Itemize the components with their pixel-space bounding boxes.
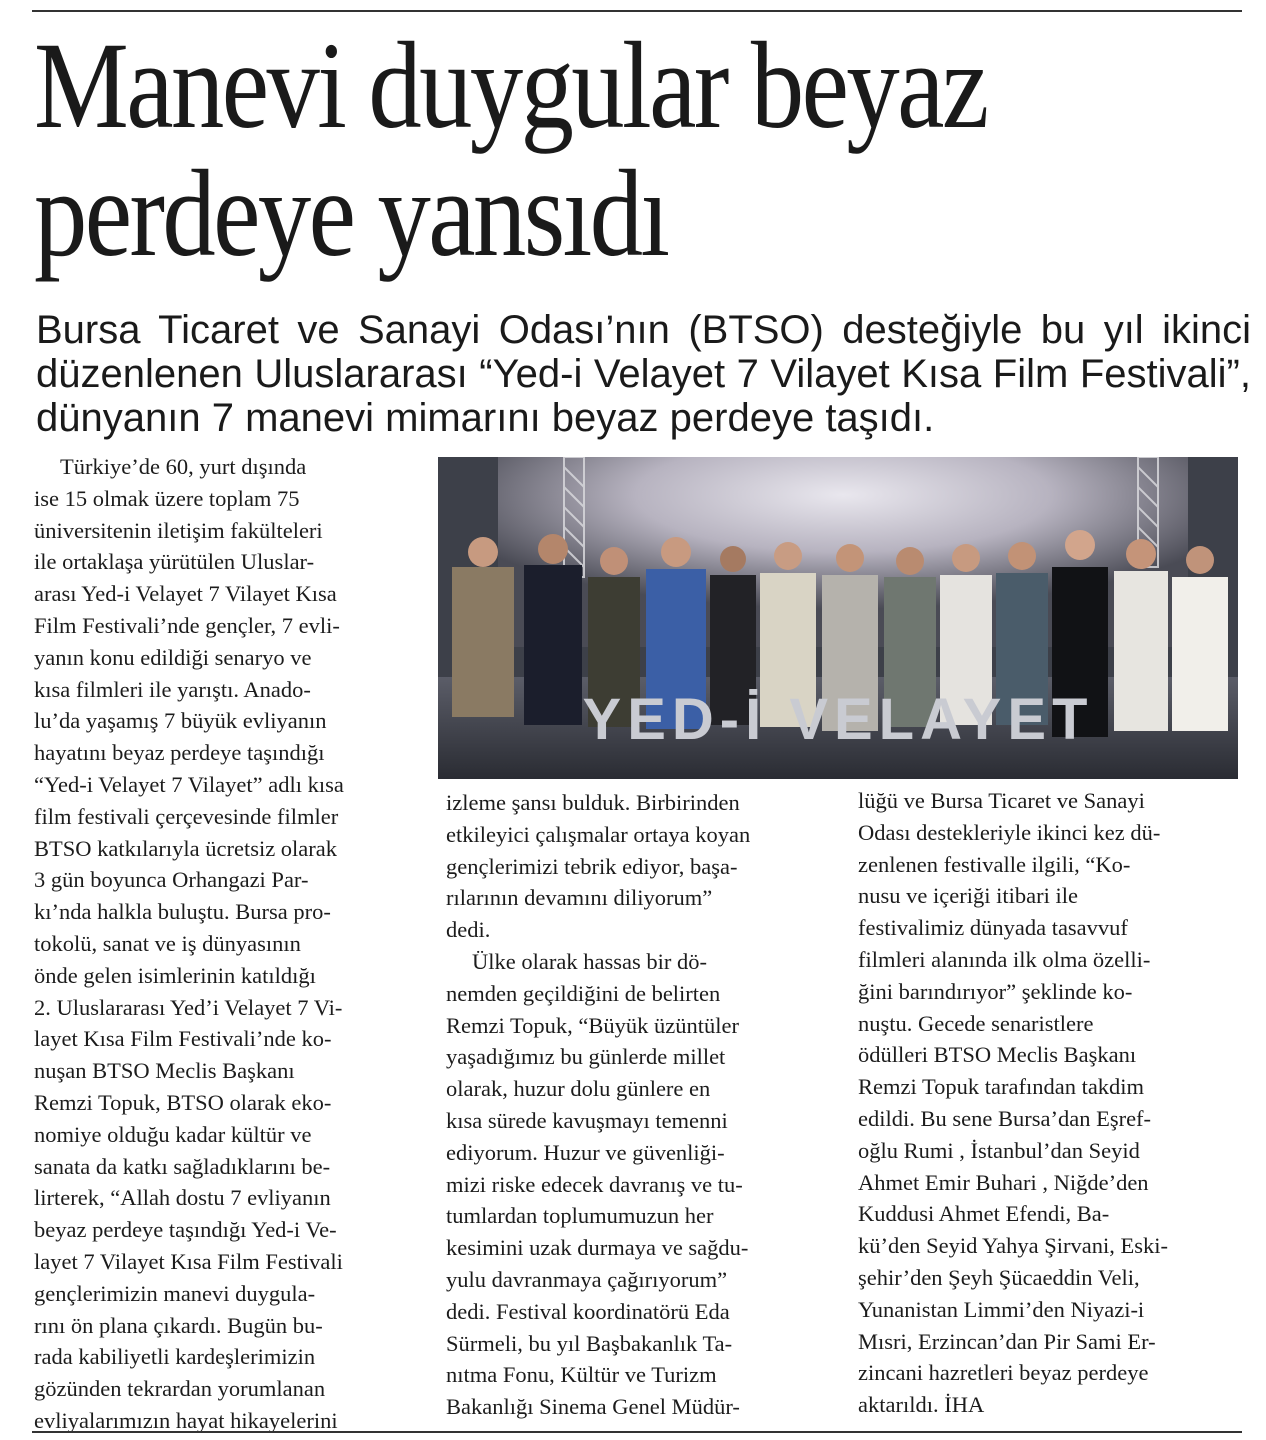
text-line: önde gelen isimlerinin katıldığı: [34, 962, 316, 988]
text-line: kü’den Seyid Yahya Şirvani, Eski-: [858, 1233, 1168, 1259]
text-line: kısa filmleri ile yarıştı. Anado-: [34, 676, 311, 702]
text-line: dedi.: [446, 917, 491, 943]
text-line: Ülke olarak hassas bir dö-: [472, 948, 707, 974]
paragraph: [446, 946, 830, 978]
headline: [34, 17, 1092, 282]
text-line: rada kabiliyetli kardeşlerimizin: [34, 1344, 316, 1370]
event-photo: [438, 457, 1238, 779]
text-line: Ahmet Emir Buhari , Niğde’den: [858, 1169, 1149, 1195]
text-line: yanın konu edildiği senaryo ve: [34, 644, 312, 670]
text-line: film festivali çerçevesinde filmler: [34, 803, 339, 829]
text-line: ödülleri BTSO Meclis Başkanı: [858, 1042, 1137, 1068]
text-line: nuşan BTSO Meclis Başkanı: [34, 1058, 295, 1084]
text-line: ile ortaklaşa yürütülen Uluslar-: [34, 549, 315, 575]
paragraph: [34, 451, 420, 483]
article-column-2: [446, 787, 830, 1423]
text-line: dedi. Festival koordinatörü Eda: [446, 1298, 730, 1324]
text-line: ğini barındırıyor” şeklinde ko-: [858, 978, 1133, 1004]
text-line: evliyalarımızın hayat hikayelerini: [34, 1407, 338, 1433]
text-line: nuştu. Gecede senaristlere: [858, 1010, 1094, 1036]
text-line: nusu ve içeriği itibari ile: [858, 883, 1078, 909]
article-column-1: [34, 451, 420, 1437]
award-ceremony-photo: [438, 457, 1238, 779]
text-line: olarak, huzur dolu günlere en: [446, 1076, 711, 1102]
text-line: nomiye olduğu kadar kültür ve: [34, 1121, 312, 1147]
text-line: BTSO katkılarıyla ücretsiz olarak: [34, 835, 338, 861]
text-line: Mısri, Erzincan’dan Pir Sami Er-: [858, 1328, 1156, 1354]
text-line: yaşadığımız bu günlerde millet: [446, 1044, 726, 1070]
text-line: Kuddusi Ahmet Efendi, Ba-: [858, 1201, 1110, 1227]
text-line: lüğü ve Bursa Ticaret ve Sanayi: [858, 788, 1145, 813]
text-line: zincani hazretleri beyaz perdeye: [858, 1360, 1149, 1386]
text-line: layet 7 Vilayet Kısa Film Festivali: [34, 1248, 343, 1274]
text-line: tokolü, sanat ve iş dünyasının: [34, 930, 301, 956]
top-rule: [32, 10, 1242, 12]
text-line: festivalimiz dünyada tasavvuf: [858, 915, 1128, 941]
text-line: mizi riske edecek davranış ve tu-: [446, 1171, 743, 1197]
deck-subheadline: Bursa Ticaret ve Sanayi Odası’nın (BTSO) desteğiyle bu yıl ikinci düzenlenen Uluslararası “Yed-i Velayet 7 Vilayet Kısa Film Festivali”, dünyanın 7 manevi mimarını beyaz perdeye taşıdı.: [36, 308, 1251, 440]
paragraph: [446, 787, 830, 946]
text-line: Türkiye’de 60, yurt dışında: [60, 454, 307, 479]
text-line: “Yed-i Velayet 7 Vilayet” adlı kısa: [34, 771, 344, 797]
text-line: Film Festivali’nde gençler, 7 evli-: [34, 612, 340, 638]
text-line: gözünden tekrardan yorumlanan: [34, 1376, 326, 1402]
text-line: izleme şansı bulduk. Birbirinden: [446, 790, 740, 815]
text-line: gençlerimizin manevi duygula-: [34, 1280, 316, 1306]
paragraph: [858, 785, 1242, 1421]
text-line: kesimini uzak durmaya ve sağdu-: [446, 1235, 749, 1261]
text-line: sanata da katkı sağladıklarını be-: [34, 1153, 331, 1179]
stage-sign-text: YED-İ VELAYET: [582, 687, 1094, 752]
text-line: 3 gün boyunca Orhangazi Par-: [34, 867, 309, 893]
text-line: etkileyici çalışmalar ortaya koyan: [446, 821, 751, 847]
bottom-rule: [32, 1431, 1242, 1433]
text-line: lu’da yaşamış 7 büyük evliyanın: [34, 708, 327, 734]
paragraph: [34, 483, 420, 1437]
text-line: 2. Uluslararası Yed’i Velayet 7 Vi-: [34, 994, 343, 1020]
text-line: Bakanlığı Sinema Genel Müdür-: [446, 1394, 740, 1420]
text-line: yulu davranmaya çağırıyorum”: [446, 1266, 728, 1292]
text-line: oğlu Rumi , İstanbul’dan Seyid: [858, 1137, 1140, 1163]
text-line: rını ön plana çıkardı. Bugün bu-: [34, 1312, 323, 1338]
text-line: kı’nda halkla buluştu. Bursa pro-: [34, 899, 331, 925]
text-line: Odası destekleriyle ikinci kez dü-: [858, 819, 1161, 845]
text-line: Sürmeli, bu yıl Başbakanlık Ta-: [446, 1330, 733, 1356]
text-line: filmleri alanında ilk olma özelli-: [858, 946, 1151, 972]
text-line: Remzi Topuk, “Büyük üzüntüler: [446, 1012, 739, 1038]
headline-line-1: Manevi duygular beyaz: [34, 17, 987, 154]
article-column-3: [858, 785, 1242, 1421]
text-line: şehir’den Şeyh Şücaeddin Veli,: [858, 1264, 1140, 1290]
text-line: zenlenen festivalle ilgili, “Ko-: [858, 851, 1131, 877]
text-line: ise 15 olmak üzere toplam 75: [34, 485, 300, 511]
text-line: Remzi Topuk, BTSO olarak eko-: [34, 1089, 332, 1115]
text-line: tumlardan toplumumuzun her: [446, 1203, 714, 1229]
text-line: Yunanistan Limmi’den Niyazi-i: [858, 1296, 1145, 1322]
text-line: nemden geçildiğini de belirten: [446, 980, 721, 1006]
text-line: üniversitenin iletişim fakülteleri: [34, 517, 323, 543]
text-line: ediyorum. Huzur ve güvenliği-: [446, 1139, 725, 1165]
text-line: edildi. Bu sene Bursa’dan Eşref-: [858, 1105, 1152, 1131]
text-line: aktarıldı. İHA: [858, 1392, 985, 1418]
text-line: Remzi Topuk tarafından takdim: [858, 1074, 1145, 1100]
text-line: layet Kısa Film Festivali’nde ko-: [34, 1026, 332, 1052]
text-line: lirterek, “Allah dostu 7 evliyanın: [34, 1185, 331, 1211]
text-line: rılarının devamını diliyorum”: [446, 885, 713, 911]
headline-line-2: perdeye yansıdı: [34, 145, 668, 282]
text-line: kısa sürede kavuşmayı temenni: [446, 1107, 728, 1133]
paragraph: [446, 978, 830, 1423]
text-line: gençlerimizi tebrik ediyor, başa-: [446, 853, 738, 879]
text-line: beyaz perdeye taşındığı Yed-i Ve-: [34, 1217, 337, 1243]
text-line: nıtma Fonu, Kültür ve Turizm: [446, 1362, 717, 1388]
text-line: hayatını beyaz perdeye taşındığı: [34, 740, 325, 766]
text-line: arası Yed-i Velayet 7 Vilayet Kısa: [34, 581, 337, 607]
